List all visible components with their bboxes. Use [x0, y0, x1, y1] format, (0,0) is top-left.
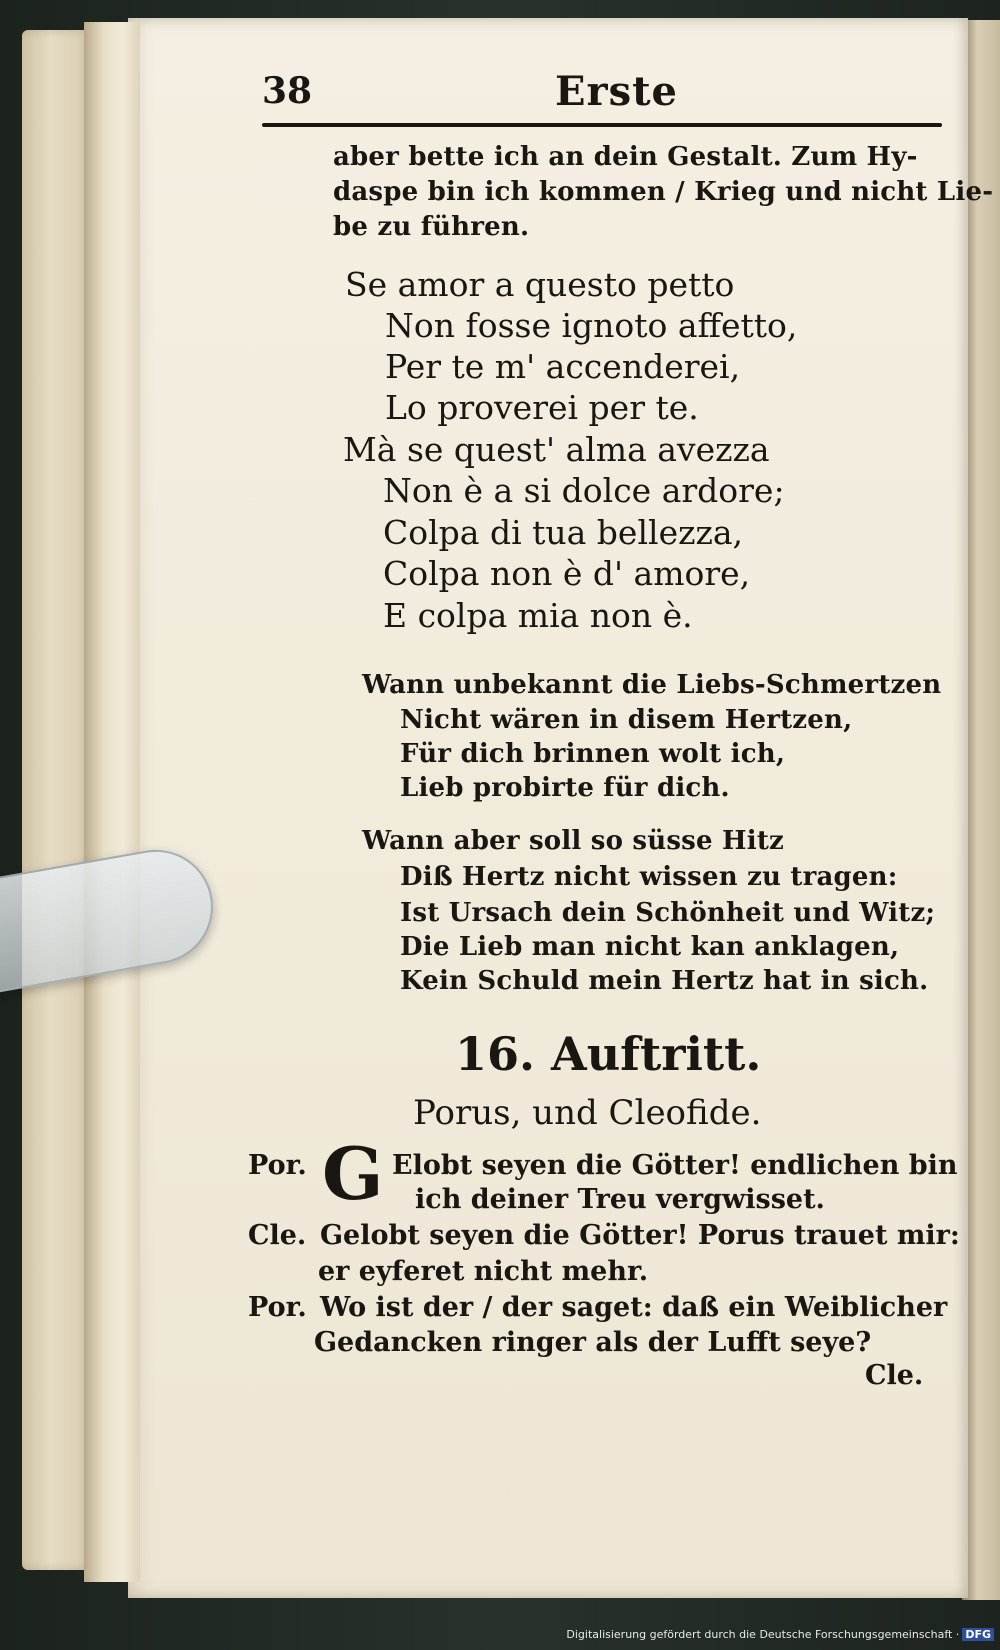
german-verse-line: Wann aber soll so süsse Hitz — [362, 826, 785, 856]
german-verse-line: Wann unbekannt die Liebs-Schmertzen — [362, 670, 942, 700]
scene-title: 16. Auftritt. — [455, 1027, 762, 1081]
footer-text: Digitalisierung gefördert durch die Deutsche Forschungsgemeinschaft · — [566, 1628, 960, 1641]
german-verse-line: Ist Ursach dein Schönheit und Witz; — [400, 898, 936, 928]
prose-line: aber bette ich an dein Gestalt. Zum Hy- — [333, 142, 918, 172]
italian-verse-line: Lo proverei per te. — [385, 388, 699, 427]
dialogue-line: ich deiner Treu vergwisset. — [415, 1184, 825, 1215]
german-verse-line: Die Lieb man nicht kan anklagen, — [400, 932, 900, 962]
italian-verse-line: Per te m' accenderei, — [385, 347, 741, 386]
german-verse-line: Lieb probirte für dich. — [400, 773, 730, 803]
book-gutter — [84, 22, 140, 1582]
scene-persons: Porus, und Cleofide. — [413, 1093, 762, 1133]
speaker-label: Cle. — [248, 1220, 307, 1251]
dialogue-line: Gelobt seyen die Götter! Porus trauet mir: — [320, 1220, 960, 1251]
german-verse-line: Für dich brinnen wolt ich, — [400, 739, 786, 769]
german-verse-line: Kein Schuld mein Hertz hat in sich. — [400, 966, 929, 996]
prose-line: daspe bin ich kommen / Krieg und nicht Lie- — [333, 177, 994, 207]
german-verse-line: Diß Hertz nicht wissen zu tragen: — [400, 862, 898, 892]
footer-credit — [566, 1628, 994, 1641]
german-verse-line: Nicht wären in disem Hertzen, — [400, 705, 853, 735]
italian-verse-line: E colpa mia non è. — [383, 596, 693, 635]
dialogue-line: Gedancken ringer als der Lufft seye? — [314, 1327, 872, 1358]
italian-verse-line: Non è a si dolce ardore; — [383, 471, 785, 510]
book-page — [128, 18, 968, 1598]
italian-verse-line: Non fosse ignoto affetto, — [385, 306, 798, 345]
dialogue-line: Wo ist der / der saget: daß ein Weiblicher — [320, 1292, 948, 1323]
italian-verse-line: Se amor a questo petto — [345, 265, 735, 304]
dfg-logo: DFG — [962, 1628, 994, 1641]
italian-verse-line: Colpa non è d' amore, — [383, 554, 751, 593]
header-rule — [262, 123, 942, 127]
decorated-initial: G — [322, 1131, 384, 1216]
italian-verse-line: Mà se quest' alma avezza — [343, 430, 770, 469]
catchword: Cle. — [865, 1360, 924, 1391]
dialogue-line: er eyferet nicht mehr. — [318, 1256, 649, 1287]
dialogue-line: Elobt seyen die Götter! endlichen bin — [392, 1150, 958, 1181]
left-page-edge — [22, 30, 92, 1570]
italian-verse-line: Colpa di tua bellezza, — [383, 513, 744, 552]
page-number: 38 — [262, 70, 313, 112]
prose-line: be zu führen. — [333, 212, 530, 242]
speaker-label: Por. — [248, 1292, 307, 1323]
speaker-label: Por. — [248, 1150, 307, 1181]
running-head: Erste — [555, 68, 679, 115]
